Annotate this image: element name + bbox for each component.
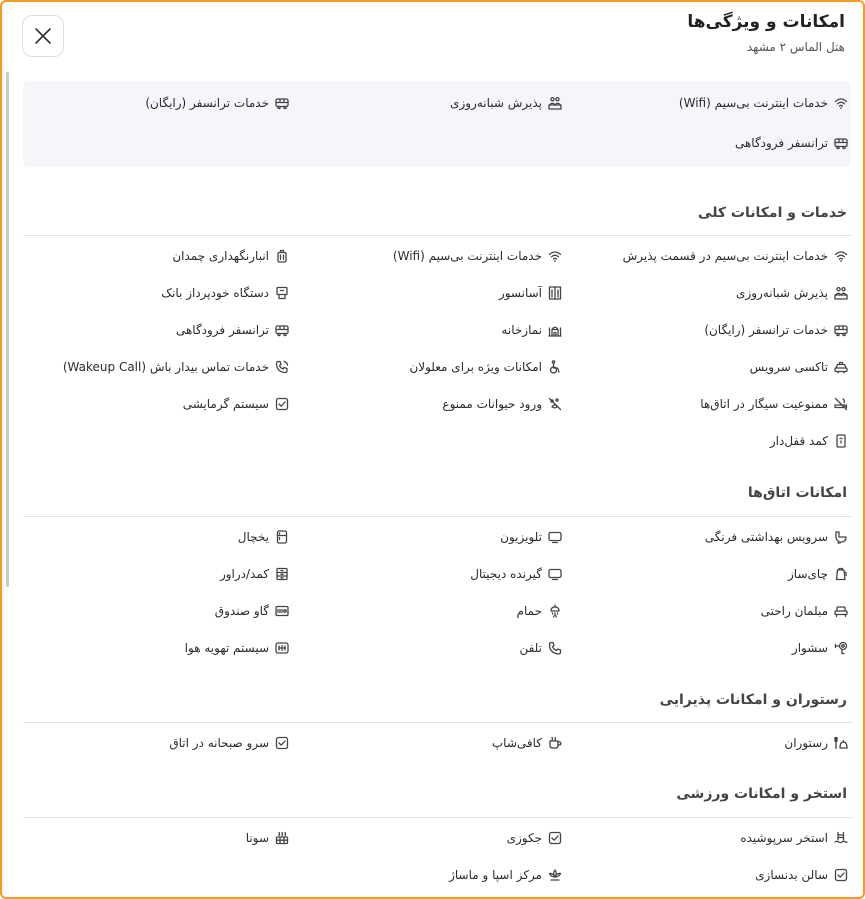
drawer-icon (275, 567, 289, 581)
amenity-label: ممنوعیت سیگار در اتاق‌ها (700, 397, 828, 411)
spa-icon (548, 868, 562, 882)
sofa-icon (834, 604, 848, 618)
amenity-item (704, 323, 848, 337)
bus-icon (275, 323, 289, 337)
amenity-item (517, 604, 562, 618)
wheelchair-icon (548, 360, 562, 374)
amenity-label: سالن بدنسازی (755, 868, 828, 882)
shower-icon (548, 604, 562, 618)
amenity-label: چای‌ساز (788, 567, 828, 581)
reception-icon (834, 286, 848, 300)
mosque-icon (548, 323, 562, 337)
amenity-label: کافی‌شاپ (491, 736, 542, 750)
amenity-item (788, 567, 848, 581)
amenity-label: سرویس بهداشتی فرنگی (704, 530, 828, 544)
amenity-label: خدمات ترانسفر (رایگان) (145, 96, 269, 110)
amenity-label: خدمات اینترنت بی‌سیم در قسمت پذیرش (622, 249, 828, 263)
toilet-icon (834, 530, 848, 544)
highlight-item (145, 96, 289, 110)
amenity-label: انبارنگهداری چمدان (172, 249, 269, 263)
section-divider (23, 817, 853, 818)
amenity-item (499, 286, 562, 300)
amenity-item (220, 567, 289, 581)
amenity-label: خدمات تماس بیدار باش (Wakeup Call) (62, 360, 269, 374)
phone-call-icon (275, 360, 289, 374)
check-icon (548, 831, 562, 845)
section-title: امکانات اتاق‌ها (747, 485, 847, 501)
amenity-label: نمازخانه (501, 323, 542, 337)
amenity-item (161, 286, 289, 300)
section-title: خدمات و امکانات کلی (698, 205, 847, 221)
amenity-item (501, 323, 562, 337)
amenity-label: تلفن (519, 641, 542, 655)
amenity-item (519, 641, 562, 655)
amenity-label: ورود حیوانات ممنوع (442, 397, 542, 411)
amenity-item (770, 434, 848, 448)
no-pets-icon (548, 397, 562, 411)
amenity-item (623, 249, 848, 263)
modal-title: امکانات و ویژگی‌ها (687, 12, 845, 32)
amenity-label: سیستم تهویه هوا (184, 641, 269, 655)
amenity-label: پذیرش شبانه‌روزی (450, 96, 542, 110)
section-divider (23, 722, 853, 723)
amenity-label: سشوار (791, 641, 828, 655)
no-smoking-icon (834, 397, 848, 411)
fridge-icon (275, 530, 289, 544)
amenity-item (409, 360, 562, 374)
amenity-label: ترانسفر فرودگاهی (175, 323, 269, 337)
amenity-item (470, 567, 562, 581)
kettle-icon (834, 567, 848, 581)
amenity-label: سیستم گرمایشی (182, 397, 269, 411)
amenity-item (183, 397, 289, 411)
amenity-item (215, 604, 289, 618)
amenity-item (169, 736, 289, 750)
amenity-item (238, 530, 289, 544)
amenity-label: حمام (516, 604, 542, 618)
amenity-item (792, 641, 848, 655)
amenity-item (492, 736, 562, 750)
amenity-label: مرکز اسپا و ماساژ (449, 868, 542, 882)
amenity-label: کمد/دراور (219, 567, 269, 581)
amenity-label: گیرنده دیجیتال (470, 567, 542, 581)
amenity-label: آسانسور (498, 286, 542, 300)
hairdryer-icon (834, 641, 848, 655)
amenity-item (172, 249, 289, 263)
amenity-label: گاو صندوق (214, 604, 269, 618)
amenity-label: سونا (245, 831, 269, 845)
amenity-label: جکوزی (506, 831, 542, 845)
bus-icon (275, 96, 289, 110)
reception-icon (548, 96, 562, 110)
amenity-label: کمد قفل‌دار (769, 434, 828, 448)
amenity-label: امکانات ویژه برای معلولان (409, 360, 542, 374)
pool-icon (834, 831, 848, 845)
scrollbar[interactable] (6, 72, 9, 587)
wifi-icon (834, 96, 848, 110)
check-icon (275, 736, 289, 750)
coffee-icon (548, 736, 562, 750)
amenity-item (246, 831, 289, 845)
wifi-icon (548, 249, 562, 263)
wifi-icon (834, 249, 848, 263)
highlights-panel (23, 81, 851, 167)
amenity-item (700, 397, 848, 411)
amenity-item (761, 604, 848, 618)
section-divider (23, 235, 853, 236)
highlight-item (679, 96, 848, 110)
amenity-label: سرو صبحانه در اتاق (169, 736, 269, 750)
atm-icon (275, 286, 289, 300)
restaurant-icon (834, 736, 848, 750)
modal-header (687, 10, 845, 54)
highlight-item (450, 96, 562, 110)
section-divider (23, 516, 853, 517)
ac-icon (275, 641, 289, 655)
amenity-item (500, 530, 562, 544)
safe-icon (275, 604, 289, 618)
taxi-icon (834, 360, 848, 374)
section-title: استخر و امکانات ورزشی (676, 786, 847, 802)
amenity-item (750, 360, 848, 374)
amenity-item (393, 249, 562, 263)
amenity-label: تلویزیون (500, 530, 542, 544)
check-icon (834, 868, 848, 882)
locker-icon (834, 434, 848, 448)
tv-icon (548, 530, 562, 544)
section-title: رستوران و امکانات پذیرایی (659, 692, 847, 708)
amenity-item (185, 641, 289, 655)
amenity-item (442, 397, 562, 411)
amenity-label: استخر سرپوشیده (740, 831, 828, 845)
amenity-item (63, 360, 289, 374)
hotel-name: هتل الماس ۲ مشهد (746, 40, 845, 54)
luggage-icon (275, 249, 289, 263)
amenity-label: دستگاه خودپرداز بانک (161, 286, 269, 300)
amenity-item (736, 286, 848, 300)
tv-icon (548, 567, 562, 581)
sauna-icon (275, 831, 289, 845)
amenity-item (784, 736, 848, 750)
phone-icon (548, 641, 562, 655)
close-button[interactable] (22, 15, 64, 57)
amenity-item (705, 530, 848, 544)
elevator-icon (548, 286, 562, 300)
amenity-item (740, 831, 848, 845)
amenity-label: پذیرش شبانه‌روزی (736, 286, 828, 300)
highlight-item (735, 136, 848, 150)
amenity-item (449, 868, 562, 882)
amenity-label: خدمات اینترنت بی‌سیم (Wifi) (392, 249, 542, 263)
bus-icon (834, 323, 848, 337)
amenity-label: خدمات اینترنت بی‌سیم (Wifi) (678, 96, 828, 110)
amenity-label: مبلمان راحتی (760, 604, 828, 618)
bus-icon (834, 136, 848, 150)
amenity-label: رستوران (784, 736, 828, 750)
check-icon (275, 397, 289, 411)
close-icon (34, 27, 52, 45)
amenity-item (755, 868, 848, 882)
amenity-label: خدمات ترانسفر (رایگان) (704, 323, 828, 337)
amenity-label: ترانسفر فرودگاهی (734, 136, 828, 150)
amenity-item (507, 831, 562, 845)
amenity-item (176, 323, 289, 337)
amenity-label: یخچال (237, 530, 269, 544)
amenity-label: تاکسی سرویس (749, 360, 828, 374)
